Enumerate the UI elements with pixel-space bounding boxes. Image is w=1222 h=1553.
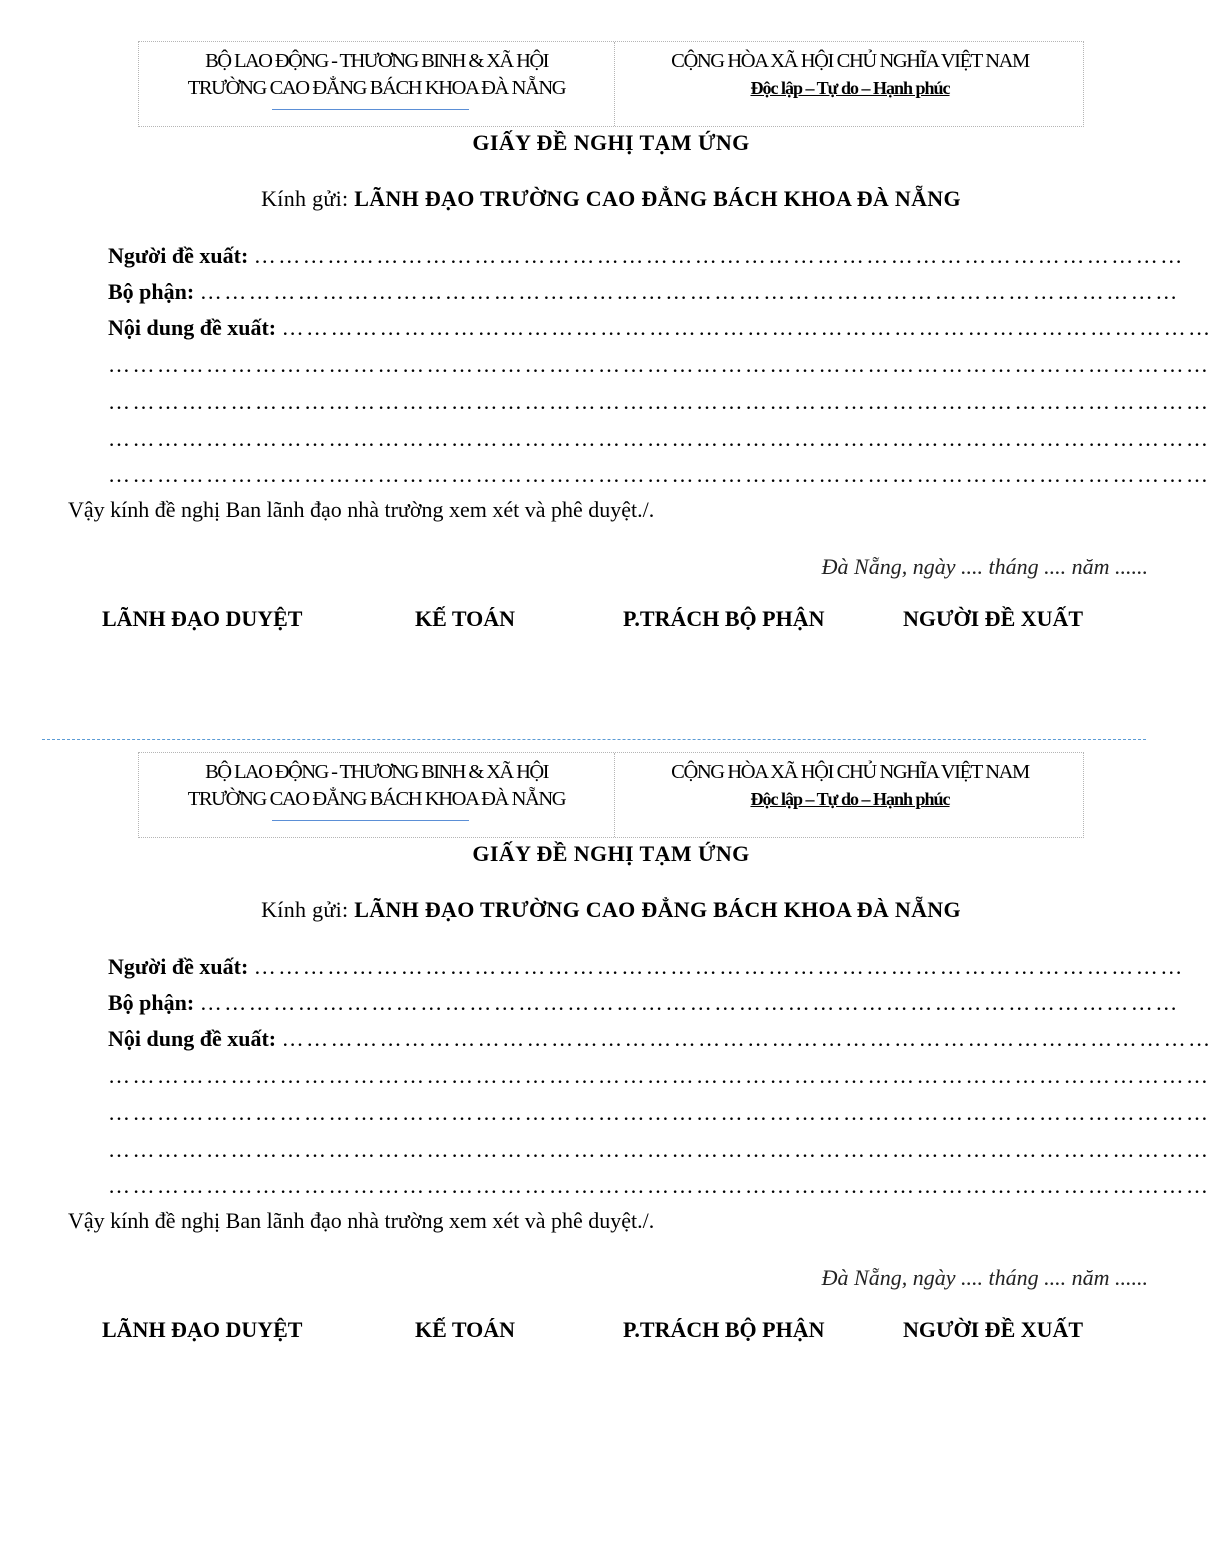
closing-sentence: Vậy kính đề nghị Ban lãnh đạo nhà trường xem xét và phê duyệt./. [68, 1208, 655, 1233]
proposer-label: Người đề xuất: [108, 243, 249, 268]
content-line[interactable] [108, 1171, 1211, 1207]
national-motto: Độc lập – Tự do – Hạnh phúc [750, 78, 950, 98]
advance-request-form-1 [0, 0, 1213, 700]
proposer-label: Người đề xuất: [108, 954, 249, 979]
ministry-name: BỘ LAO ĐỘNG - THƯƠNG BINH & XÃ HỘI [205, 761, 548, 783]
signature-accountant: KẾ TOÁN [415, 1317, 516, 1342]
content-line[interactable] [108, 1098, 1211, 1134]
school-underline [272, 820, 469, 821]
content-line[interactable] [108, 1061, 1211, 1097]
signature-dept-head: P.TRÁCH BỘ PHẬN [623, 606, 825, 631]
school-name: TRƯỜNG CAO ĐẲNG BÁCH KHOA ĐÀ NẴNG [187, 788, 566, 810]
national-motto: Độc lập – Tự do – Hạnh phúc [750, 789, 950, 809]
department-label: Bộ phận: [108, 279, 195, 304]
signature-proposer: NGƯỜI ĐỀ XUẤT [903, 606, 1084, 631]
proposer-field[interactable] [108, 952, 1185, 988]
content-line[interactable] [108, 1135, 1211, 1171]
header-left [139, 759, 614, 813]
recipient-line [0, 186, 1222, 212]
date-line: Đà Nẵng, ngày .... tháng .... năm ...... [821, 554, 1148, 579]
signature-leadership: LÃNH ĐẠO DUYỆT [102, 606, 303, 631]
header-right [615, 48, 1085, 102]
content-label: Nội dung đề xuất: [108, 1026, 277, 1051]
dotted-line: ……………………………………………………………………………………………………………………… [108, 426, 1211, 451]
advance-request-form-2 [0, 711, 1213, 1411]
form-title: GIẤY ĐỀ NGHỊ TẠM ỨNG [472, 130, 750, 155]
proposer-field[interactable] [108, 241, 1185, 277]
ministry-name: BỘ LAO ĐỘNG - THƯƠNG BINH & XÃ HỘI [205, 50, 548, 72]
department-blank: ………………………………………………………………………………………………………… [199, 990, 1180, 1015]
header-box [138, 41, 1084, 127]
department-blank: ………………………………………………………………………………………………………… [199, 279, 1180, 304]
department-label: Bộ phận: [108, 990, 195, 1015]
dotted-line: ……………………………………………………………………………………………………………………… [108, 352, 1211, 377]
proposer-blank: …………………………………………………………………………………………………… [253, 954, 1185, 979]
school-underline [272, 109, 469, 110]
signature-proposer: NGƯỜI ĐỀ XUẤT [903, 1317, 1084, 1342]
dotted-line: ……………………………………………………………………………………………………………………… [108, 389, 1211, 414]
dotted-line: ……………………………………………………………………………………………………………………… [108, 1100, 1211, 1125]
dotted-line: ……………………………………………………………………………………………………………………… [108, 462, 1211, 487]
school-name: TRƯỜNG CAO ĐẲNG BÁCH KHOA ĐÀ NẴNG [187, 77, 566, 99]
form-title: GIẤY ĐỀ NGHỊ TẠM ỨNG [472, 841, 750, 866]
recipient-org: LÃNH ĐẠO TRƯỜNG CAO ĐẲNG BÁCH KHOA ĐÀ NẴNG [354, 897, 961, 922]
content-line[interactable] [108, 387, 1211, 423]
content-blank: …………………………………………………………………………………………………… [281, 1026, 1213, 1051]
content-line[interactable] [108, 424, 1211, 460]
content-label: Nội dung đề xuất: [108, 315, 277, 340]
header-box [138, 752, 1084, 838]
signature-accountant: KẾ TOÁN [415, 606, 516, 631]
dotted-line: ……………………………………………………………………………………………………………………… [108, 1173, 1211, 1198]
header-left [139, 48, 614, 102]
dotted-line: ……………………………………………………………………………………………………………………… [108, 1137, 1211, 1162]
country-name: CỘNG HÒA XÃ HỘI CHỦ NGHĨA VIỆT NAM [671, 50, 1029, 72]
closing-sentence: Vậy kính đề nghị Ban lãnh đạo nhà trường xem xét và phê duyệt./. [68, 497, 655, 522]
content-blank: …………………………………………………………………………………………………… [281, 315, 1213, 340]
signature-dept-head: P.TRÁCH BỘ PHẬN [623, 1317, 825, 1342]
department-field[interactable] [108, 988, 1180, 1024]
content-line[interactable] [108, 350, 1211, 386]
content-field[interactable] [108, 1024, 1213, 1060]
recipient-org: LÃNH ĐẠO TRƯỜNG CAO ĐẲNG BÁCH KHOA ĐÀ NẴNG [354, 186, 961, 211]
recipient-line [0, 897, 1222, 923]
country-name: CỘNG HÒA XÃ HỘI CHỦ NGHĨA VIỆT NAM [671, 761, 1029, 783]
header-right [615, 759, 1085, 813]
department-field[interactable] [108, 277, 1180, 313]
proposer-blank: …………………………………………………………………………………………………… [253, 243, 1185, 268]
signature-leadership: LÃNH ĐẠO DUYỆT [102, 1317, 303, 1342]
date-line: Đà Nẵng, ngày .... tháng .... năm ...... [821, 1265, 1148, 1290]
content-field[interactable] [108, 313, 1213, 349]
content-line[interactable] [108, 460, 1211, 496]
recipient-prefix: Kính gửi: [261, 897, 349, 922]
dotted-line: ……………………………………………………………………………………………………………………… [108, 1063, 1211, 1088]
recipient-prefix: Kính gửi: [261, 186, 349, 211]
